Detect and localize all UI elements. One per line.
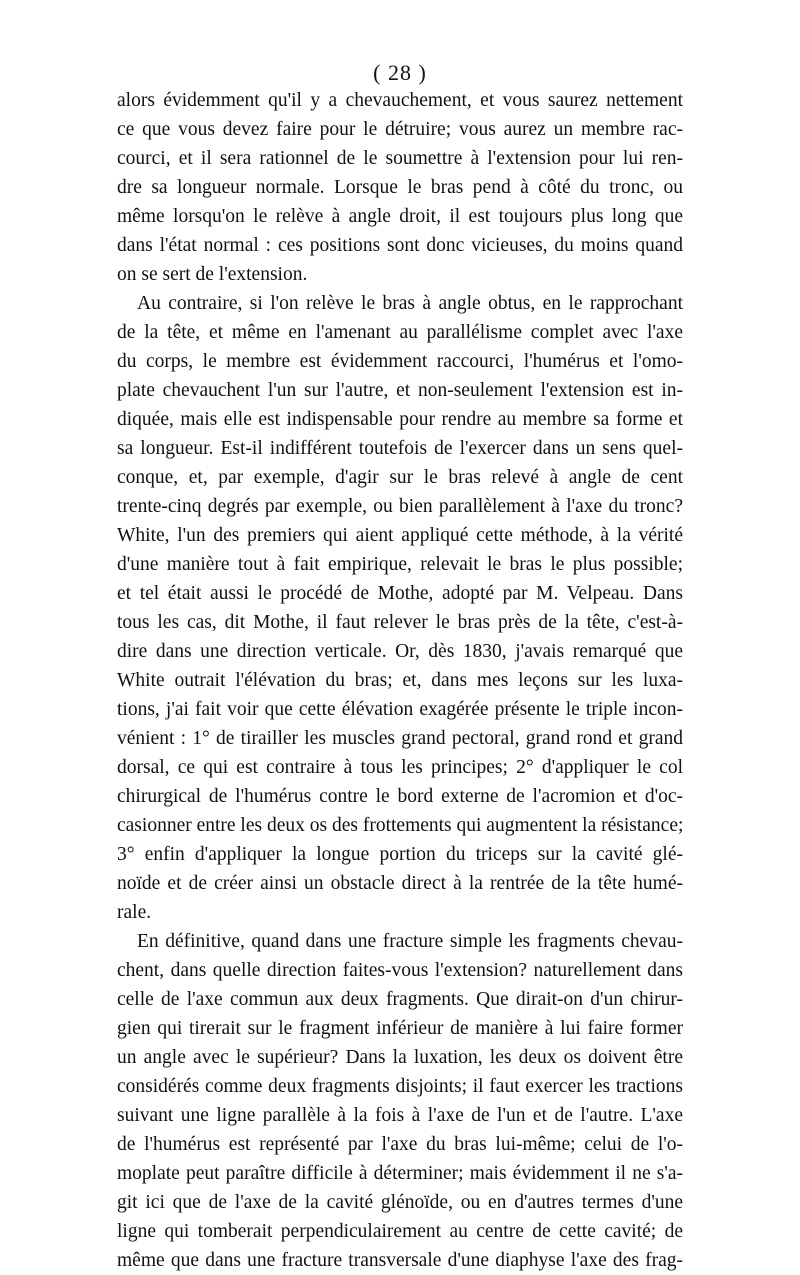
text-line: de l'humérus est représenté par l'axe du bras lui-même; celui de l'o- [117, 1134, 683, 1155]
text-line: noïde et de créer ainsi un obstacle direct à la rentrée de la tête humé- [117, 873, 683, 894]
text-line: dire dans une direction verticale. Or, dès 1830, j'avais remarqué que [117, 641, 683, 662]
text-line: on se sert de l'extension. [117, 264, 308, 285]
text-line: d'une manière tout à fait empirique, relevait le bras le plus possible; [117, 554, 683, 575]
page-number: ( 28 ) [373, 60, 427, 85]
text-line: Au contraire, si l'on relève le bras à angle obtus, en le rapprochant [137, 293, 683, 314]
text-line: dorsal, ce qui est contraire à tous les principes; 2° d'appliquer le col [117, 757, 683, 778]
text-line: gien qui tirerait sur le fragment inférieur de manière à lui faire former [117, 1018, 683, 1039]
text-line: un angle avec le supérieur? Dans la luxation, les deux os doivent être [117, 1047, 683, 1068]
text-line: tous les cas, dit Mothe, il faut relever le bras près de la tête, c'est-à- [117, 612, 683, 633]
text-line: dre sa longueur normale. Lorsque le bras pend à côté du tronc, ou [117, 177, 683, 198]
text-line: trente-cinq degrés par exemple, ou bien parallèlement à l'axe du tronc? [117, 496, 683, 517]
text-line: conque, et, par exemple, d'agir sur le bras relevé à angle de cent [117, 467, 683, 488]
text-line: chent, dans quelle direction faites-vous l'extension? naturellement dans [117, 960, 683, 981]
text-line: vénient : 1° de tirailler les muscles grand pectoral, grand rond et grand [117, 728, 683, 749]
text-line: casionner entre les deux os des frottements qui augmentent la résistance; [117, 815, 684, 836]
text-line: diquée, mais elle est indispensable pour rendre au membre sa forme et [117, 409, 683, 430]
text-line: et tel était aussi le procédé de Mothe, adopté par M. Velpeau. Dans [117, 583, 683, 604]
body-text [117, 86, 683, 1275]
paragraph [117, 86, 683, 289]
text-line: celle de l'axe commun aux deux fragments. Que dirait-on d'un chirur- [117, 989, 683, 1010]
text-line: tions, j'ai fait voir que cette élévation exagérée présente le triple incon- [117, 699, 683, 720]
text-line: moplate peut paraître difficile à déterminer; mais évidemment il ne s'a- [117, 1163, 683, 1184]
text-line: plate chevauchent l'un sur l'autre, et non-seulement l'extension est in- [117, 380, 683, 401]
text-line: considérés comme deux fragments disjoints; il faut exercer les tractions [117, 1076, 683, 1097]
paragraph [117, 289, 683, 927]
text-line: White, l'un des premiers qui aient appliqué cette méthode, à la vérité [117, 525, 683, 546]
text-line: ligne qui tomberait perpendiculairement au centre de cette cavité; de [117, 1221, 683, 1242]
text-line: de la tête, et même en l'amenant au parallélisme complet avec l'axe [117, 322, 683, 343]
text-line: dans l'état normal : ces positions sont donc vicieuses, du moins quand [117, 235, 683, 256]
text-line: sa longueur. Est-il indifférent toutefois de l'exercer dans un sens quel- [117, 438, 683, 459]
text-line: rale. [117, 902, 152, 923]
text-line: ce que vous devez faire pour le détruire; vous aurez un membre rac- [117, 119, 683, 140]
text-line: même que dans une fracture transversale d'une diaphyse l'axe des frag- [117, 1250, 683, 1271]
text-line: alors évidemment qu'il y a chevauchement, et vous saurez nettement [117, 90, 683, 111]
text-line: du corps, le membre est évidemment raccourci, l'humérus et l'omo- [117, 351, 683, 372]
text-line: 3° enfin d'appliquer la longue portion du triceps sur la cavité glé- [117, 844, 683, 865]
text-line: En définitive, quand dans une fracture simple les fragments chevau- [137, 931, 683, 952]
text-line: même lorsqu'on le relève à angle droit, il est toujours plus long que [117, 206, 683, 227]
text-line: White outrait l'élévation du bras; et, dans mes leçons sur les luxa- [117, 670, 683, 691]
text-line: courci, et il sera rationnel de le soumettre à l'extension pour lui ren- [117, 148, 683, 169]
paragraph [117, 927, 683, 1275]
text-line: suivant une ligne parallèle à la fois à l'axe de l'un et de l'autre. L'axe [117, 1105, 683, 1126]
text-line: git ici que de l'axe de la cavité glénoïde, ou en d'autres termes d'une [117, 1192, 683, 1213]
text-line: chirurgical de l'humérus contre le bord externe de l'acromion et d'oc- [117, 786, 683, 807]
